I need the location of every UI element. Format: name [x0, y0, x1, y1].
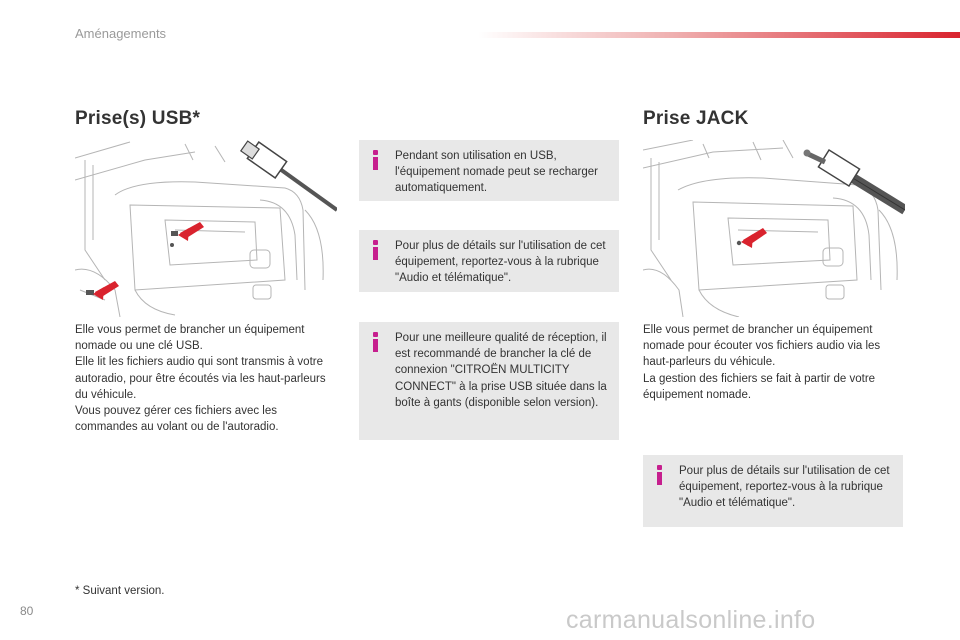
- usb-dashboard-drawing: [75, 140, 337, 317]
- footnote: * Suivant version.: [75, 585, 165, 597]
- usb-port-illustration: [75, 140, 337, 317]
- info-box-text: Pour plus de détails sur l'utilisation de cet équipement, reportez-vous à la rubrique "Audio et télématique".: [395, 240, 606, 285]
- info-box-multicity-connect: [359, 322, 619, 440]
- info-box-text: Pour plus de détails sur l'utilisation de cet équipement, reportez-vous à la rubrique "Audio et télématique".: [679, 465, 890, 510]
- info-box-text: Pendant son utilisation en USB, l'équipement nomade peut se recharger automatiquement.: [395, 150, 598, 195]
- usb-paragraph: Vous pouvez gérer ces fichiers avec les commandes au volant ou de l'autoradio.: [75, 405, 279, 434]
- info-box-jack-audio-reference: [643, 455, 903, 527]
- info-icon: [369, 240, 383, 262]
- jack-port-illustration: [643, 140, 905, 317]
- header-accent-bar: [478, 32, 960, 38]
- info-box-usb-charging: [359, 140, 619, 201]
- chapter-label: Aménagements: [75, 26, 167, 41]
- jack-description: [643, 322, 905, 403]
- page-number: 80: [20, 604, 34, 618]
- info-box-audio-reference: [359, 230, 619, 292]
- usb-description: [75, 322, 337, 435]
- usb-paragraph: Elle lit les fichiers audio qui sont transmis à votre autoradio, pour être écoutés via les haut-parleurs du véhicule.: [75, 356, 326, 401]
- watermark: carmanualsonline.info: [566, 606, 816, 634]
- usb-section-title: Prise(s) USB*: [75, 108, 201, 129]
- jack-section-title: Prise JACK: [643, 108, 749, 129]
- info-box-text: Pour une meilleure qualité de réception, il est recommandé de brancher la clé de connexion "CITROËN MULTICITY CONNECT" à la prise USB située dans la boîte à gants (disponible selon version).: [395, 332, 607, 409]
- info-icon: [369, 332, 383, 354]
- jack-paragraph: Elle vous permet de brancher un équipement nomade pour écouter vos fichiers audio via les haut-parleurs du véhicule.: [643, 324, 881, 369]
- jack-dashboard-drawing: [643, 140, 905, 317]
- usb-paragraph: Elle vous permet de brancher un équipement nomade ou une clé USB.: [75, 324, 305, 353]
- info-icon: [653, 465, 667, 487]
- info-icon: [369, 150, 383, 172]
- jack-paragraph: La gestion des fichiers se fait à partir de votre équipement nomade.: [643, 372, 876, 401]
